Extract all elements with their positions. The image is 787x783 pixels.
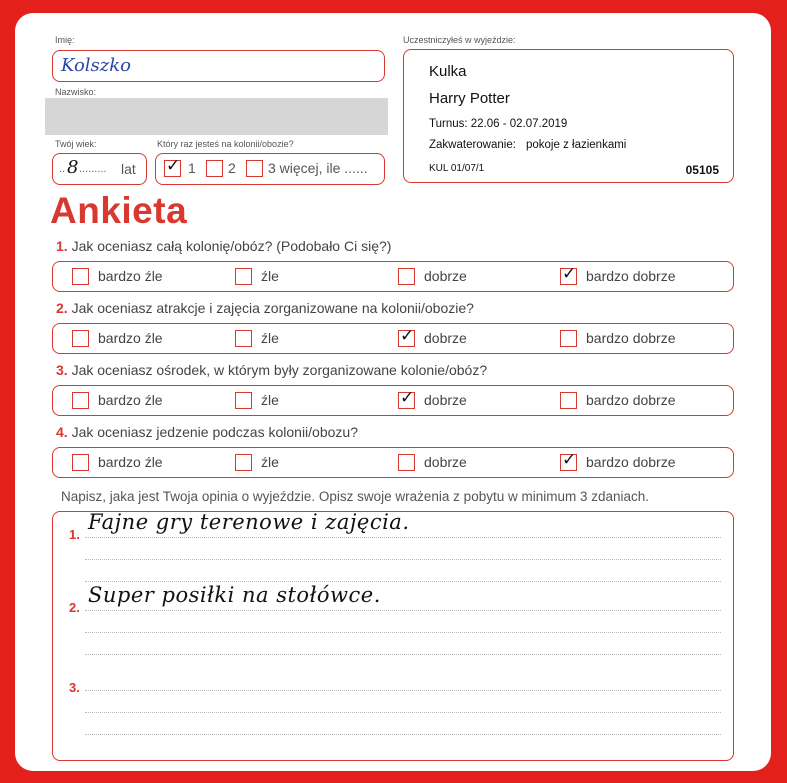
opinion-row-2-number: 2. xyxy=(69,600,80,615)
opinion-box[interactable] xyxy=(52,511,734,761)
trip-code: KUL 01/07/1 xyxy=(429,163,485,174)
age-field[interactable] xyxy=(52,153,147,185)
visit-count-checkbox-1[interactable] xyxy=(164,156,181,177)
writing-line xyxy=(85,559,721,560)
question-1-option-4-label: bardzo dobrze xyxy=(586,268,676,284)
trip-number: 05105 xyxy=(685,163,719,177)
question-3-number: 3. xyxy=(56,362,68,378)
question-4-checkbox-1[interactable] xyxy=(72,454,89,471)
age-label: Twój wiek: xyxy=(55,139,97,149)
question-4-option-2-label: źle xyxy=(261,454,279,470)
question-4-option-3-label: dobrze xyxy=(424,454,467,470)
question-1-label: Jak oceniasz całą kolonię/obóz? (Podobało Ci się?) xyxy=(67,238,392,254)
question-3-checkbox-3[interactable] xyxy=(398,388,415,409)
age-suffix: lat xyxy=(121,161,136,177)
question-1-number: 1. xyxy=(56,238,68,254)
question-4-option-4-label: bardzo dobrze xyxy=(586,454,676,470)
first-name-field[interactable] xyxy=(52,50,385,82)
writing-line xyxy=(85,581,721,582)
question-3-label: Jak oceniasz ośrodek, w którym były zorganizowane kolonie/obóz? xyxy=(67,362,488,378)
opinion-row-1-answer: Fajne gry terenowe i zajęcia. xyxy=(88,510,410,534)
checkmark-icon: ✓ xyxy=(400,326,415,346)
question-3-checkbox-1[interactable] xyxy=(72,392,89,409)
question-2-checkbox-3[interactable] xyxy=(398,326,415,347)
question-3-option-4-label: bardzo dobrze xyxy=(586,392,676,408)
opinion-row-3-number: 3. xyxy=(69,680,80,695)
question-2-label: Jak oceniasz atrakcje i zajęcia zorganizowane na kolonii/obozie? xyxy=(67,300,474,316)
trip-turnus: Turnus: 22.06 - 02.07.2019 xyxy=(429,118,568,130)
writing-line xyxy=(85,690,721,691)
question-4-checkbox-4[interactable] xyxy=(560,450,577,471)
visit-count-option-3: 3 więcej, ile ...... xyxy=(268,160,368,176)
visit-count-checkbox-3[interactable] xyxy=(246,160,263,177)
question-4-label: Jak oceniasz jedzenie podczas kolonii/obozu? xyxy=(67,424,358,440)
writing-line xyxy=(85,712,721,713)
trip-zakwaterowanie-value: pokoje z łazienkami xyxy=(526,139,627,151)
question-2-text xyxy=(56,300,474,316)
question-3-text xyxy=(56,362,487,378)
question-1-checkbox-2[interactable] xyxy=(235,268,252,285)
question-2-option-4-label: bardzo dobrze xyxy=(586,330,676,346)
question-1-option-2-label: źle xyxy=(261,268,279,284)
question-3-checkbox-2[interactable] xyxy=(235,392,252,409)
question-2-checkbox-1[interactable] xyxy=(72,330,89,347)
writing-line xyxy=(85,610,721,611)
age-dots: .. xyxy=(59,163,66,175)
question-4-number: 4. xyxy=(56,424,68,440)
writing-line xyxy=(85,734,721,735)
question-1-text xyxy=(56,238,391,254)
question-2-option-3-label: dobrze xyxy=(424,330,467,346)
survey-title: Ankieta xyxy=(50,190,188,231)
trip-label: Uczestniczyłeś w wyjeździe: xyxy=(403,35,516,45)
checkmark-icon: ✓ xyxy=(562,450,577,470)
visit-count-checkbox-2[interactable] xyxy=(206,160,223,177)
last-name-redacted xyxy=(45,98,388,135)
writing-line xyxy=(85,654,721,655)
question-3-option-3-label: dobrze xyxy=(424,392,467,408)
age-value: 8 xyxy=(67,157,79,178)
opinion-row-1-number: 1. xyxy=(69,527,80,542)
question-1-checkbox-3[interactable] xyxy=(398,268,415,285)
question-2-option-1-label: bardzo źle xyxy=(98,330,163,346)
question-3-option-2-label: źle xyxy=(261,392,279,408)
question-4-checkbox-3[interactable] xyxy=(398,454,415,471)
trip-zakwaterowanie-label: Zakwaterowanie: xyxy=(429,139,516,151)
opinion-prompt: Napisz, jaka jest Twoja opinia o wyjeździe. Opisz swoje wrażenia z pobytu w minimum 3 zdaniach. xyxy=(61,489,650,504)
question-2-checkbox-4[interactable] xyxy=(560,330,577,347)
question-3-option-1-label: bardzo źle xyxy=(98,392,163,408)
trip-name1: Kulka xyxy=(429,63,467,80)
question-1-checkbox-1[interactable] xyxy=(72,268,89,285)
trip-box xyxy=(403,49,734,183)
question-2-number: 2. xyxy=(56,300,68,316)
visit-count-option-2: 2 xyxy=(228,160,236,176)
question-4-text xyxy=(56,424,358,440)
first-name-label: Imię: xyxy=(55,35,75,45)
trip-name2: Harry Potter xyxy=(429,90,510,107)
question-1-option-1-label: bardzo źle xyxy=(98,268,163,284)
question-4-option-1-label: bardzo źle xyxy=(98,454,163,470)
last-name-label: Nazwisko: xyxy=(55,87,97,97)
writing-line xyxy=(85,537,721,538)
visit-count-option-1: 1 xyxy=(188,160,196,176)
visit-count-label: Który raz jesteś na kolonii/obozie? xyxy=(157,139,294,149)
checkmark-icon: ✓ xyxy=(562,264,577,284)
writing-line xyxy=(85,632,721,633)
visit-count-field xyxy=(155,153,385,185)
question-4-checkbox-2[interactable] xyxy=(235,454,252,471)
question-1-option-3-label: dobrze xyxy=(424,268,467,284)
first-name-value: Kolszko xyxy=(61,55,132,76)
question-2-option-2-label: źle xyxy=(261,330,279,346)
checkmark-icon: ✓ xyxy=(166,156,181,176)
opinion-row-2-answer: Super posiłki na stołówce. xyxy=(88,583,381,607)
question-2-checkbox-2[interactable] xyxy=(235,330,252,347)
age-dots-2: ......... xyxy=(79,163,107,175)
checkmark-icon: ✓ xyxy=(400,388,415,408)
question-3-checkbox-4[interactable] xyxy=(560,392,577,409)
question-1-checkbox-4[interactable] xyxy=(560,264,577,285)
